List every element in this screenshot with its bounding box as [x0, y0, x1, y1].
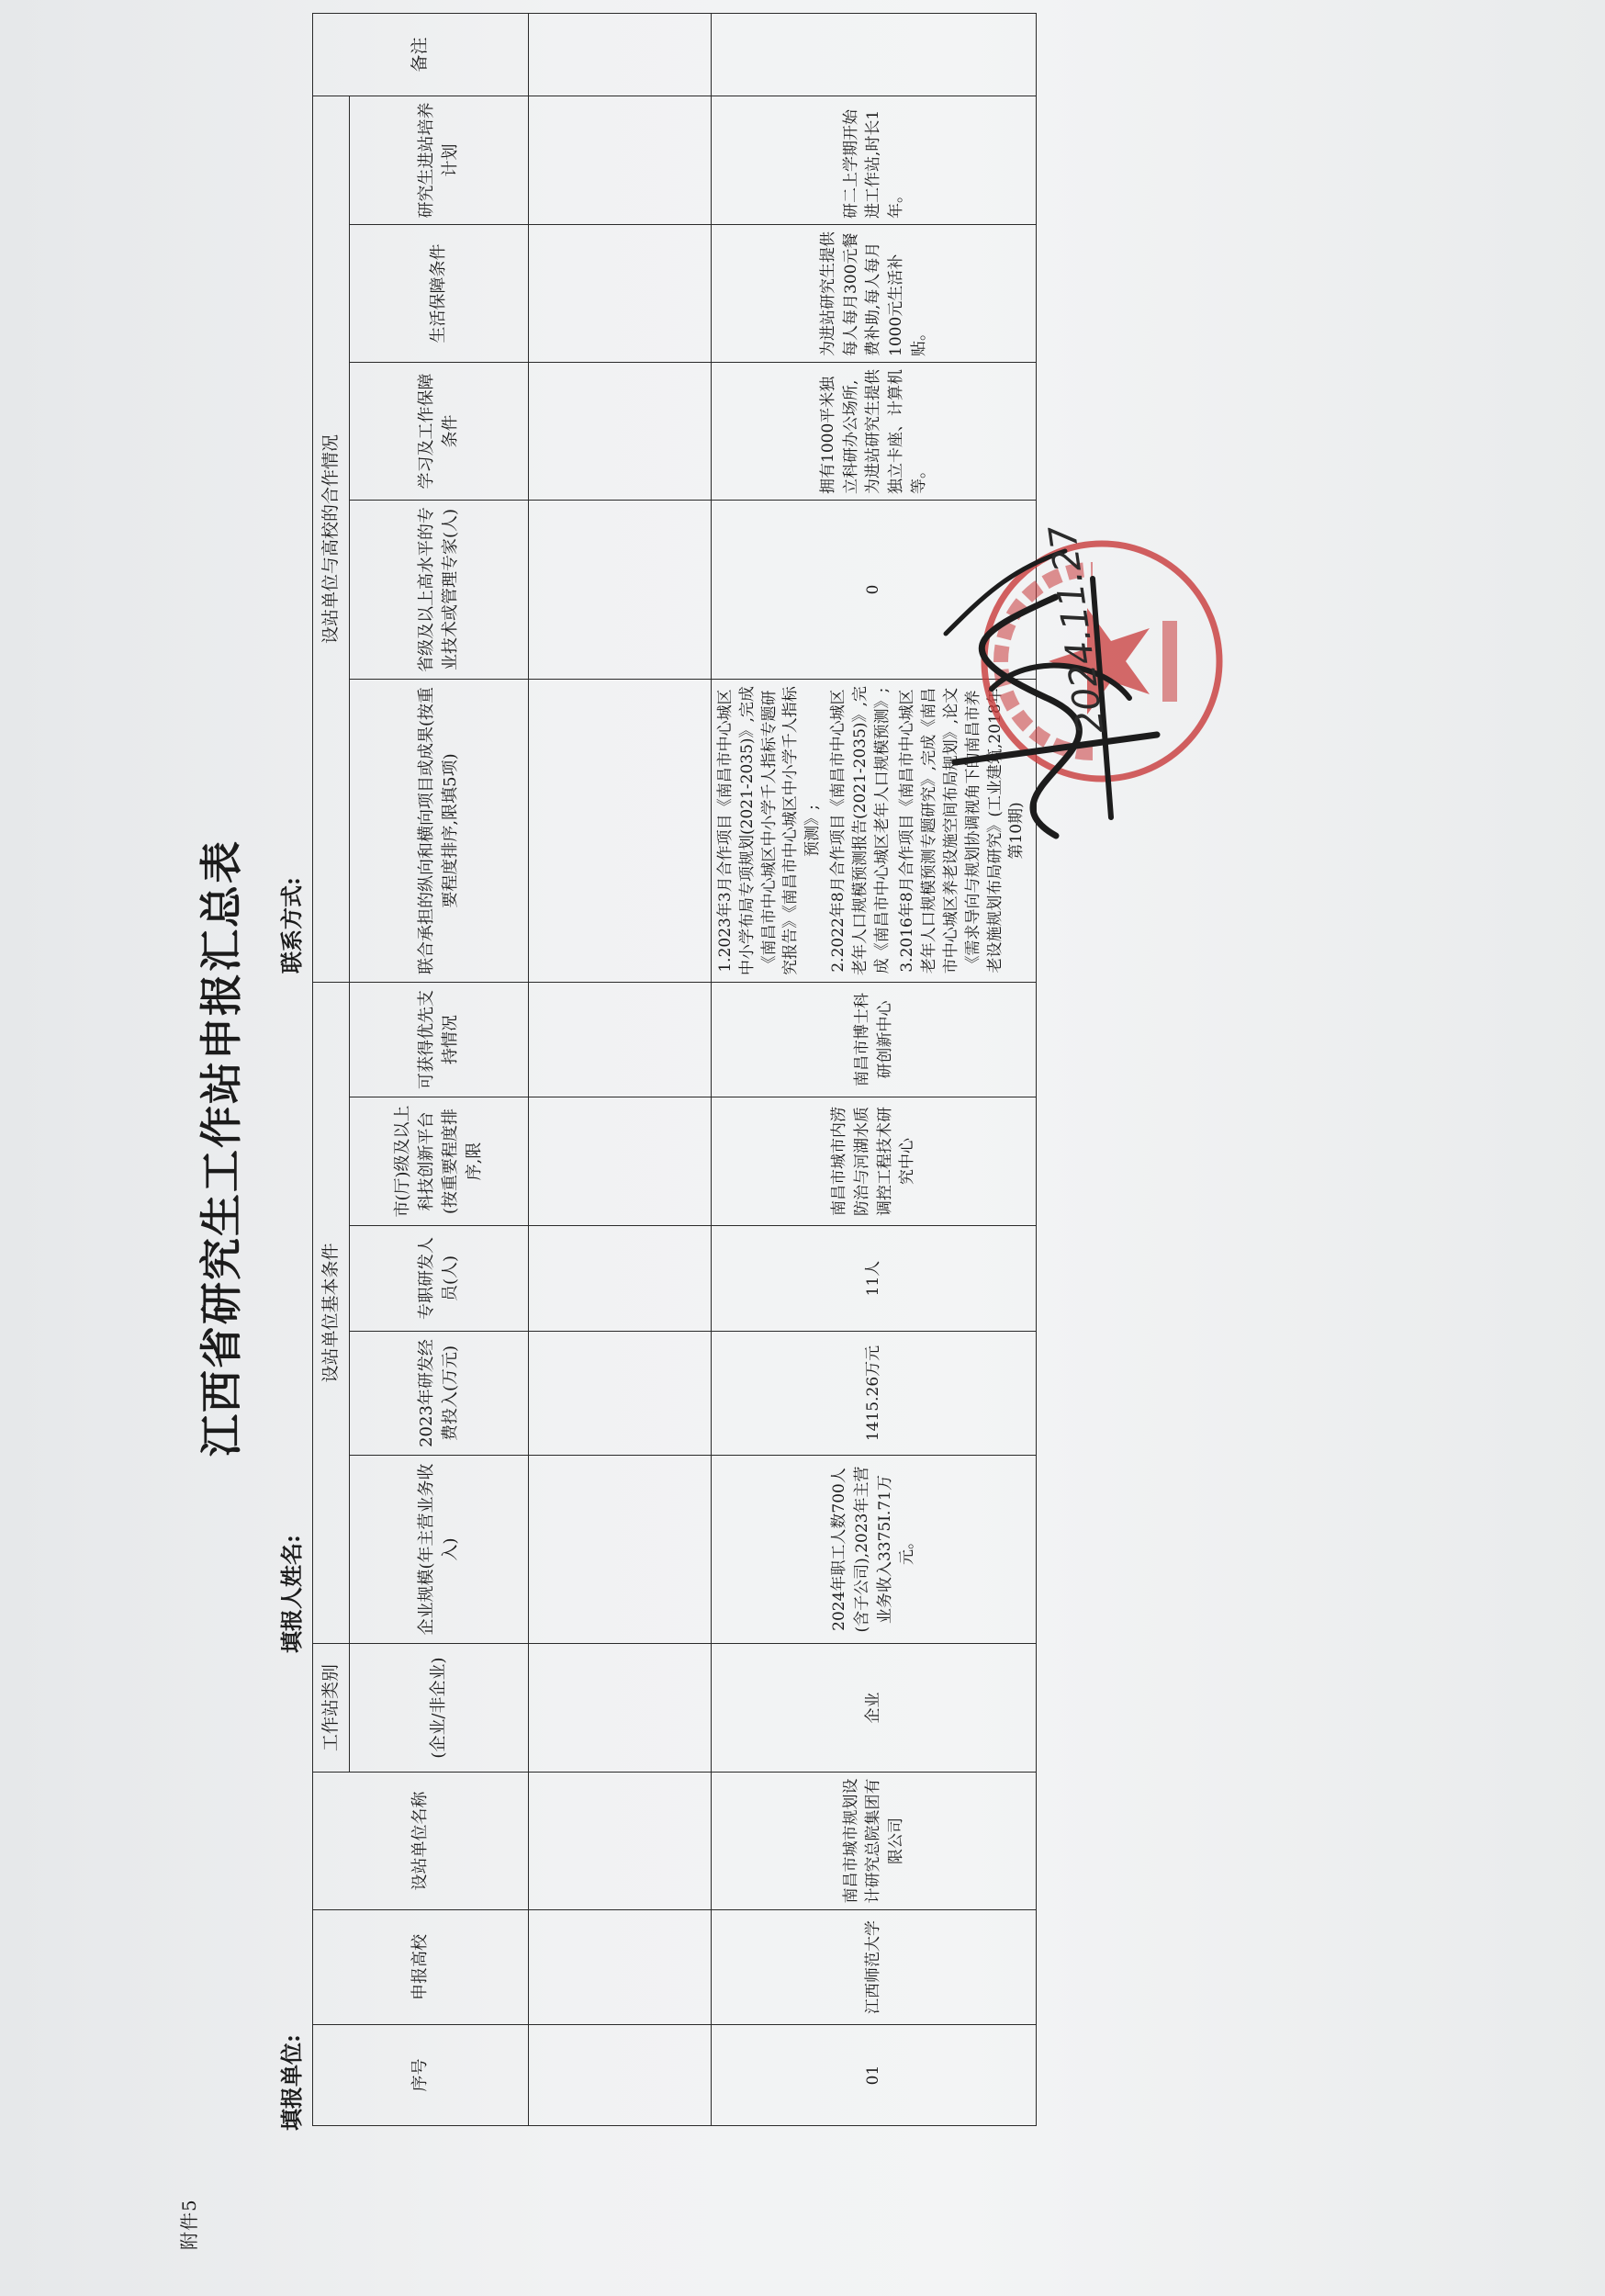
col-unit-name-header: 设站单位名称 [313, 1773, 529, 1910]
blank-cell [529, 362, 712, 500]
fill-unit-label: 填报单位: [278, 2034, 305, 2131]
project-item: 1.2023年3月合作项目《南昌市中心城区中小学布局专项规划(2021-2035)》,完成《南昌市中心城区中小学千人指标专题研究报告》《南昌市中心城区中小学千人指标预测》; [716, 686, 823, 975]
blank-cell [529, 500, 712, 679]
project-item: 3.2016年8月合作项目《南昌市中心城区老年人口规模预测专题研究》,完成《南昌市中心城区养老设施空间布局规划》,论文《需求导向与规划协调视角下的南昌市养老设施规划布局研究》(工业建筑,2018年第10期) [898, 687, 1027, 974]
blank-cell [529, 1332, 712, 1456]
contact-label: 联系方式: [278, 877, 305, 974]
col-living-conditions-header: 生活保障条件 [350, 224, 529, 362]
group-cooperation-header: 设站单位与高校的合作情况 [313, 96, 350, 982]
cell-scale: 2024年职工人数700人(含子公司),2023年主营业务收入3375I.71万元。 [712, 1456, 1037, 1644]
col-scale-header: 企业规模(年主营业务收入) [350, 1456, 529, 1644]
table-row [712, 13, 1037, 2125]
blank-cell [529, 1456, 712, 1644]
document-title: 江西省研究生工作站申报汇总表 [196, 839, 246, 1457]
cell-platform: 南昌市城市内涝防治与河湖水质调控工程技术研究中心 [712, 1097, 1037, 1226]
blank-cell [529, 1644, 712, 1773]
handwritten-date: 2024.11.27 [1041, 522, 1113, 737]
blank-row [529, 13, 712, 2125]
col-rd-invest-header: 2023年研发经费投入(万元) [350, 1332, 529, 1456]
blank-cell [529, 1226, 712, 1332]
cell-remarks [712, 13, 1037, 96]
project-item: 2.2022年8月合作项目《南昌市中心城区老年人口规模预测报告(2021-2035)》,完成《南昌市中心城区老年人口规模预测》; [828, 686, 892, 975]
blank-cell [529, 1097, 712, 1226]
blank-cell [529, 679, 712, 982]
group-station-type-header: 工作站类别 [313, 1644, 350, 1773]
cell-rd-staff: 11人 [712, 1226, 1037, 1332]
blank-cell [529, 13, 712, 96]
col-training-plan-header: 研究生进站培养计划 [350, 96, 529, 224]
col-study-conditions-header: 学习及工作保障条件 [350, 362, 529, 500]
col-support-header: 可获得优先支持情况 [350, 982, 529, 1097]
col-university-header: 申报高校 [313, 1910, 529, 2025]
table-group-header-row [313, 13, 350, 2125]
cell-support: 南昌市博士科研创新中心 [712, 982, 1037, 1097]
blank-cell [529, 1773, 712, 1910]
cell-training-plan: 研二上学期开始进工作站,时长1年。 [712, 96, 1037, 224]
cell-seq: 01 [712, 2025, 1037, 2126]
col-rd-staff-header: 专职研发人员(人) [350, 1226, 529, 1332]
col-experts-header: 省级及以上高水平的专业技术或管理专家(人) [350, 500, 529, 679]
group-basic-conditions-header: 设站单位基本条件 [313, 982, 350, 1643]
attachment-label: 附件5 [178, 2199, 200, 2250]
col-remarks-header: 备注 [313, 13, 529, 96]
cell-unit-name: 南昌市城市规划设计研究总院集团有限公司 [712, 1773, 1037, 1910]
cell-enterprise-type: 企业 [712, 1644, 1037, 1773]
cell-study-conditions: 拥有1000平米独立科研办公场所,为进站研究生提供独立卡座、计算机等。 [712, 362, 1037, 500]
cell-university: 江西师范大学 [712, 1910, 1037, 2025]
blank-cell [529, 2025, 712, 2126]
filler-name-label: 填报人姓名: [278, 1535, 305, 1653]
col-platform-header: 市(厅)级及以上科技创新平台(按重要程度排序,限 [350, 1097, 529, 1226]
cell-rd-invest: 1415.26万元 [712, 1332, 1037, 1456]
summary-table [312, 13, 1037, 2126]
blank-cell [529, 96, 712, 224]
blank-cell [529, 1910, 712, 2025]
col-projects-header: 联合承担的纵向和横向项目或成果(按重要程度排序,限填5项) [350, 679, 529, 982]
col-seq-header: 序号 [313, 2025, 529, 2126]
cell-experts: 0 [712, 500, 1037, 679]
blank-cell [529, 982, 712, 1097]
col-enterprise-type-header: (企业/非企业) [350, 1644, 529, 1773]
cell-living-conditions: 为进站研究生提供每人每月300元餐费补助,每人每月1000元生活补贴。 [712, 224, 1037, 362]
blank-cell [529, 224, 712, 362]
